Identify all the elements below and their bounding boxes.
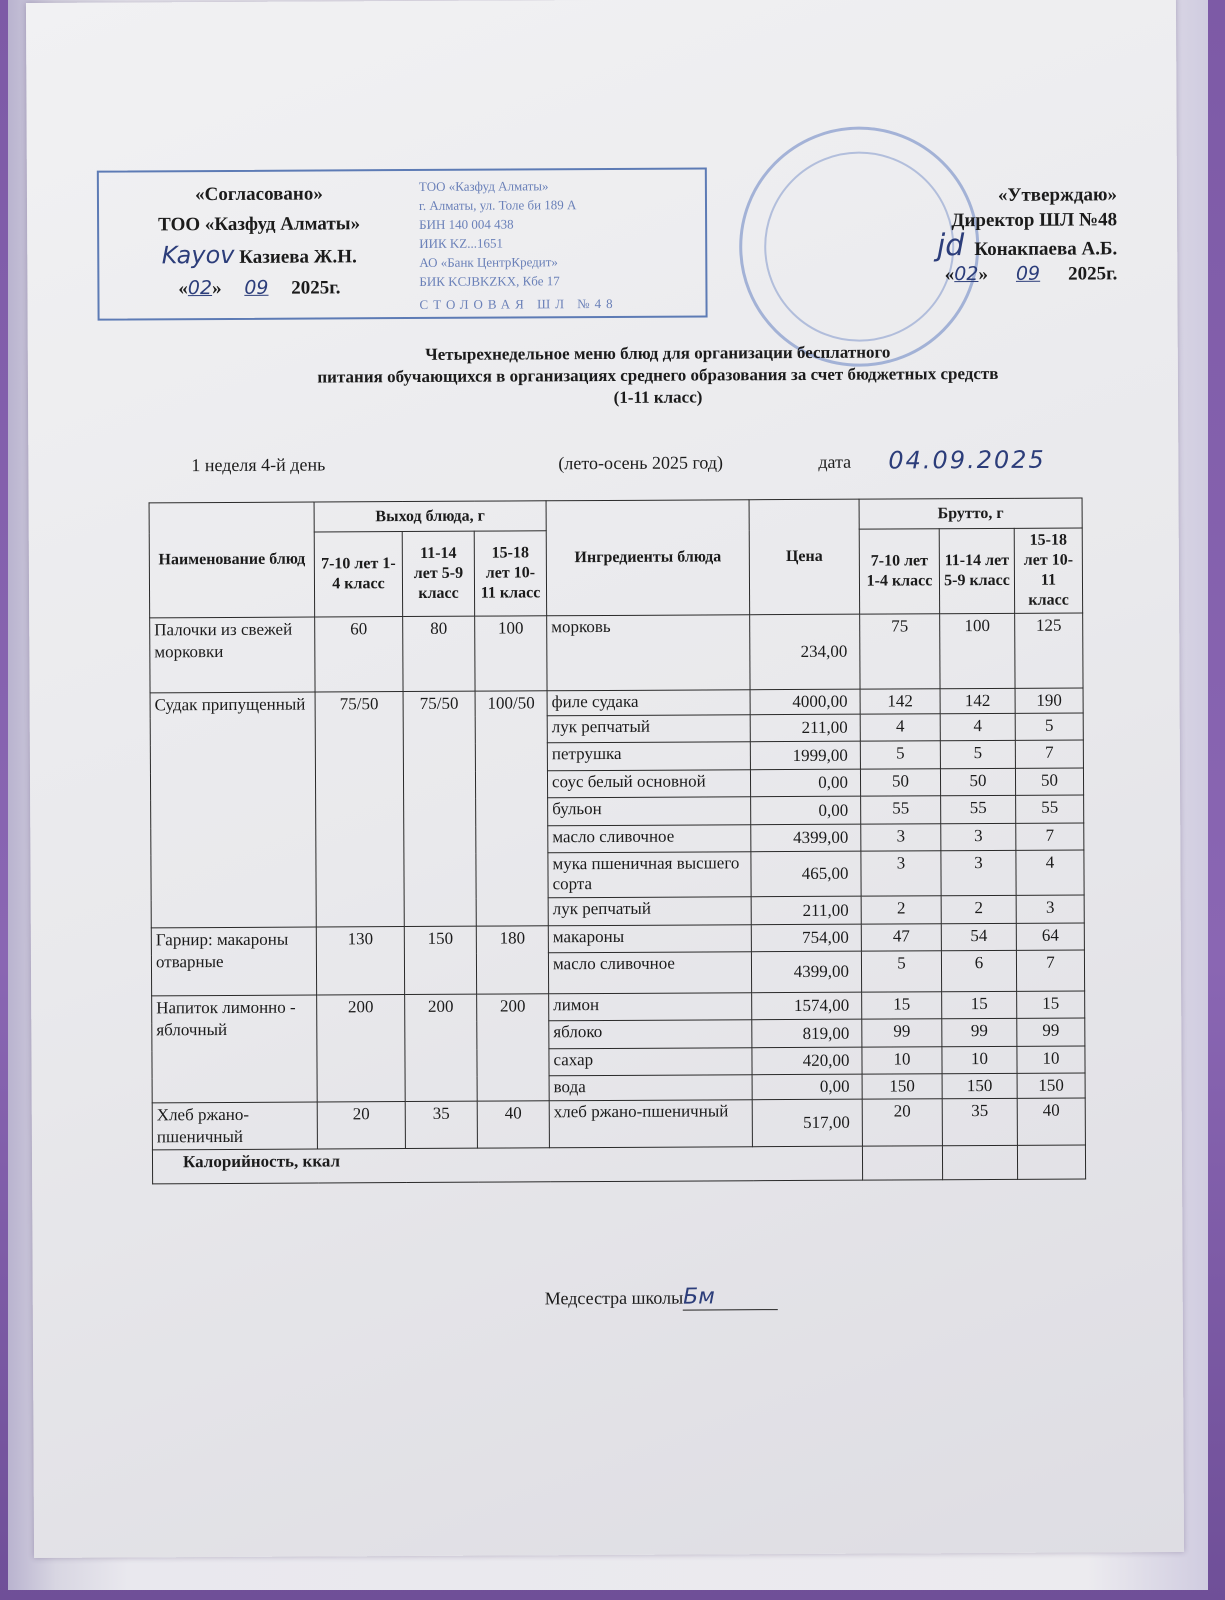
ingredient-brutto: 4 — [860, 714, 940, 741]
agreed-block — [109, 179, 410, 305]
season: (лето-осень 2025 год) — [558, 452, 724, 474]
header-group: 15-18 лет 10-11 класс — [474, 531, 546, 616]
ingredient-brutto: 20 — [862, 1099, 942, 1146]
stamp-line: БИК KCJBKZKX, Кбе 17 — [419, 273, 560, 289]
ingredient-brutto: 55 — [941, 795, 1016, 823]
ingredient-name: макароны — [548, 925, 751, 953]
ingredient-name: вода — [549, 1075, 752, 1101]
menu-document — [26, 0, 1184, 1558]
calories-value — [1017, 1145, 1085, 1179]
header-price: Цена — [749, 499, 860, 615]
calories-value — [862, 1146, 942, 1180]
ingredient-price: 819,00 — [752, 1019, 862, 1048]
dish-output: 60 — [315, 617, 403, 692]
ingredient-price: 0,00 — [752, 1074, 862, 1100]
dish-output: 75/50 — [403, 691, 476, 926]
header-group: 11-14 лет 5-9 класс — [402, 531, 474, 616]
agreed-title: «Согласовано» — [195, 183, 323, 206]
ingredient-name: яблоко — [549, 1020, 752, 1049]
day: 02 — [187, 277, 213, 300]
ingredient-brutto: 5 — [861, 951, 941, 992]
ingredient-brutto: 99 — [1017, 1018, 1085, 1046]
day: 02 — [954, 263, 979, 286]
ingredient-brutto: 50 — [940, 768, 1015, 795]
stamp-line: г. Алматы, ул. Толе би 189 А — [418, 197, 577, 213]
ingredient-brutto: 125 — [1015, 613, 1083, 688]
header-ingredients: Ингредиенты блюда — [546, 500, 750, 616]
dish-output: 75/50 — [315, 692, 404, 927]
ingredient-name: хлеб ржано-пшеничный — [549, 1100, 752, 1148]
ingredient-brutto: 190 — [1015, 688, 1083, 713]
year: 2025г. — [1068, 263, 1118, 285]
approved-title: «Утверждаю» — [997, 184, 1118, 206]
canteen-stamp — [97, 167, 708, 320]
ingredient-price: 517,00 — [752, 1099, 862, 1147]
approved-date: «02» 09 2025г. — [944, 262, 1118, 286]
signature: Kayov — [161, 240, 235, 270]
ingredient-name: масло сливочное — [548, 825, 751, 853]
ingredient-brutto: 7 — [1016, 823, 1084, 850]
ingredient-name: соус белый основной — [547, 770, 750, 798]
approved-position: Директор ШЛ №48 — [951, 209, 1118, 232]
calories-label: Калорийность, ккал — [152, 1146, 862, 1184]
signature: Бм — [683, 1284, 778, 1310]
ingredient-name: сахар — [549, 1048, 752, 1076]
ingredient-brutto: 10 — [1017, 1046, 1085, 1073]
ingredient-brutto: 7 — [1016, 950, 1084, 991]
ingredient-brutto: 10 — [862, 1047, 942, 1074]
ingredient-price: 4399,00 — [751, 824, 861, 852]
nurse-label: Медсестра школы — [544, 1287, 684, 1309]
ingredient-brutto: 15 — [862, 992, 942, 1019]
ingredient-brutto: 142 — [940, 688, 1015, 713]
ingredient-name: морковь — [547, 615, 750, 691]
ingredient-price: 4000,00 — [750, 689, 860, 715]
ingredient-price: 211,00 — [751, 896, 861, 925]
agreed-org: ТОО «Казфуд Алматы» — [158, 213, 361, 236]
dish-output: 200 — [405, 994, 478, 1101]
ingredient-brutto: 7 — [1015, 740, 1083, 768]
ingredient-brutto: 100 — [940, 613, 1015, 688]
calories-row — [152, 1145, 1085, 1184]
header-group: 15-18 лет 10-11 класс — [1014, 528, 1082, 613]
ingredient-price: 0,00 — [750, 769, 860, 797]
header-group: 11-14 лет 5-9 класс — [939, 528, 1014, 613]
ingredient-price: 420,00 — [752, 1047, 862, 1075]
ingredient-brutto: 3 — [861, 851, 941, 896]
ingredient-brutto: 4 — [940, 713, 1015, 740]
dish-name: Судак припущенный — [150, 692, 316, 928]
approved-name: Конакпаева А.Б. — [974, 238, 1118, 261]
approved-name-line — [877, 228, 1118, 264]
header-group: 7-10 лет 1-4 класс — [859, 529, 939, 614]
stamp-line: ИИК KZ...1651 — [419, 235, 504, 251]
ingredient-name: лимон — [549, 993, 752, 1021]
header-output: Выход блюда, г — [314, 501, 546, 532]
ingredient-name: мука пшеничная высшего сорта — [548, 852, 751, 898]
dish-name: Гарнир: макароны отварные — [151, 927, 316, 996]
ingredient-price: 1999,00 — [750, 741, 860, 770]
ingredient-brutto: 55 — [1016, 795, 1084, 823]
ingredient-brutto: 47 — [861, 924, 941, 951]
ingredient-brutto: 40 — [1017, 1098, 1085, 1145]
ingredient-price: 234,00 — [750, 614, 860, 690]
document-title — [208, 340, 1108, 411]
dish-output: 200 — [317, 995, 406, 1102]
dish-output: 80 — [403, 616, 475, 691]
ingredient-brutto: 3 — [941, 823, 1016, 850]
week-day: 1 неделя 4-й день — [191, 454, 326, 476]
ingredient-brutto: 150 — [942, 1073, 1017, 1098]
ingredient-brutto: 15 — [942, 991, 1017, 1018]
dish-output: 200 — [477, 994, 550, 1101]
ingredient-brutto: 54 — [941, 923, 1016, 950]
ingredient-name: петрушка — [547, 742, 750, 771]
ingredient-price: 211,00 — [750, 714, 860, 742]
ingredient-price: 754,00 — [751, 924, 861, 952]
ingredient-brutto: 5 — [860, 741, 940, 769]
stamp-text — [419, 176, 700, 314]
dish-output: 35 — [405, 1101, 477, 1148]
ingredient-brutto: 2 — [861, 896, 941, 924]
dish-output: 40 — [477, 1101, 549, 1148]
ingredient-brutto: 99 — [942, 1018, 1017, 1046]
title-line: Четырехнедельное меню блюд для организации бесплатного — [425, 342, 891, 364]
menu-table — [149, 497, 1087, 1184]
ingredient-price: 1574,00 — [752, 992, 862, 1020]
ingredient-brutto: 35 — [942, 1098, 1017, 1145]
ingredient-brutto: 5 — [1015, 713, 1083, 740]
ingredient-brutto: 10 — [942, 1046, 1017, 1073]
table-row — [152, 1098, 1085, 1150]
ingredient-name: бульон — [548, 797, 751, 826]
ingredient-price: 4399,00 — [751, 951, 861, 993]
month: 09 — [1015, 262, 1041, 285]
title-line: питания обучающихся в организациях среднего образования за счет бюджетных средств — [317, 363, 999, 387]
nurse-signature-line — [545, 1284, 779, 1311]
month: 09 — [244, 276, 269, 299]
dish-output: 20 — [317, 1102, 405, 1149]
dish-name: Хлеб ржано-пшеничный — [152, 1102, 317, 1150]
table-row — [150, 613, 1083, 693]
ingredient-brutto: 15 — [1017, 991, 1085, 1018]
ingredient-brutto: 3 — [1016, 895, 1084, 923]
ingredient-brutto: 3 — [861, 824, 941, 851]
header-brutto: Брутто, г — [859, 498, 1082, 529]
dish-output: 100/50 — [475, 691, 548, 926]
ingredient-brutto: 64 — [1016, 923, 1084, 950]
menu-table-body — [150, 613, 1086, 1184]
ingredient-brutto: 99 — [862, 1019, 942, 1047]
calories-value — [942, 1145, 1017, 1179]
agreed-name: Казиева Ж.Н. — [239, 246, 357, 268]
ingredient-name: филе судака — [547, 690, 750, 716]
ingredient-brutto: 142 — [860, 689, 940, 714]
date-label: дата — [818, 451, 852, 472]
ingredient-brutto: 6 — [941, 950, 1016, 991]
date-value: 04.09.2025 — [888, 445, 1046, 475]
agreed-signature-line — [109, 239, 409, 274]
approved-block — [877, 182, 1118, 287]
ingredient-brutto: 75 — [860, 614, 940, 689]
dish-name: Напиток лимонно - яблочный — [152, 995, 318, 1103]
ingredient-brutto: 3 — [941, 850, 1016, 895]
year: 2025г. — [291, 277, 341, 299]
ingredient-brutto: 50 — [1015, 768, 1083, 795]
header-name: Наименование блюд — [149, 502, 315, 618]
ingredient-brutto: 50 — [860, 769, 940, 796]
dish-output: 130 — [316, 927, 404, 995]
stamp-line: АО «Банк ЦентрКредит» — [419, 254, 558, 270]
dish-name: Палочки из свежей морковки — [150, 617, 315, 693]
ingredient-price: 465,00 — [751, 851, 861, 897]
header-group: 7-10 лет 1-4 класс — [314, 532, 402, 617]
ingredient-brutto: 5 — [940, 740, 1015, 768]
stamp-line: БИН 140 004 438 — [419, 216, 514, 232]
stamp-bottom: СТОЛОВАЯ ШЛ №48 — [419, 295, 618, 312]
title-line: (1-11 класс) — [613, 387, 703, 407]
ingredient-brutto: 2 — [941, 895, 1016, 923]
stamp-line: ТОО «Казфуд Алматы» — [418, 178, 549, 194]
dish-output: 180 — [476, 926, 548, 994]
ingredient-brutto: 150 — [1017, 1073, 1085, 1098]
ingredient-price: 0,00 — [751, 796, 861, 825]
ingredient-brutto: 55 — [861, 796, 941, 824]
ingredient-name: лук репчатый — [547, 715, 750, 743]
agreed-date: «02» 09 2025г. — [178, 276, 341, 300]
ingredient-name: масло сливочное — [548, 952, 751, 994]
dish-output: 150 — [404, 926, 476, 994]
ingredient-brutto: 150 — [862, 1074, 942, 1099]
signature: jd — [936, 228, 965, 264]
ingredient-brutto: 4 — [1016, 850, 1084, 895]
dish-output: 100 — [475, 616, 547, 691]
ingredient-name: лук репчатый — [548, 897, 751, 926]
